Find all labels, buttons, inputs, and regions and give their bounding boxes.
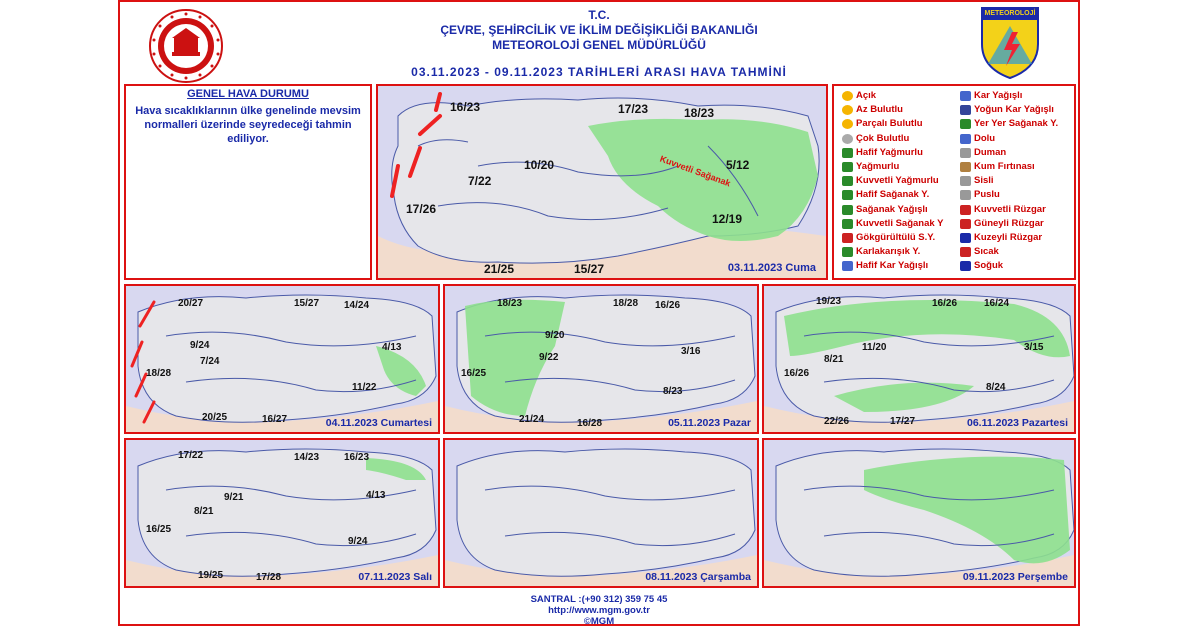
temp-label: 12/19 xyxy=(712,212,743,226)
weather-icon xyxy=(842,91,853,101)
legend-label: Kar Yağışlı xyxy=(974,90,1023,101)
legend-label: Kuvvetli Rüzgar xyxy=(974,203,1046,215)
turkey-map xyxy=(126,286,438,432)
weather-icon xyxy=(960,190,971,200)
temp-label: 21/25 xyxy=(484,262,515,276)
legend-label: Sağanak Yağışlı xyxy=(856,203,928,215)
day-map-6 xyxy=(762,438,1076,588)
legend-label: Kum Fırtınası xyxy=(974,161,1035,172)
bulletin-frame xyxy=(118,0,1080,626)
header xyxy=(120,8,1078,80)
temp-label: 16/25 xyxy=(146,524,172,535)
temp-label: 4/13 xyxy=(366,490,386,501)
legend-box xyxy=(832,84,1076,280)
legend-label: Açık xyxy=(856,90,877,101)
weather-icon xyxy=(842,105,853,115)
temp-label: 9/22 xyxy=(539,352,559,363)
weather-icon xyxy=(842,205,853,215)
temp-label: 20/25 xyxy=(202,412,228,423)
weather-icon xyxy=(960,148,971,158)
header-ministry: ÇEVRE, ŞEHİRCİLİK VE İKLİM DEĞİŞİKLİĞİ BAKANLIĞI xyxy=(440,23,758,37)
temp-label: 16/25 xyxy=(461,368,487,379)
day-label: 05.11.2023 Pazar xyxy=(668,417,751,429)
day-label: 07.11.2023 Salı xyxy=(358,571,432,583)
legend-label: Duman xyxy=(974,146,1007,158)
temp-label: 17/23 xyxy=(618,102,649,116)
header-period: 03.11.2023 - 09.11.2023 TARİHLERİ ARASI HAVA TAHMİNİ xyxy=(411,65,787,79)
map-annotation: Kuvvetli Sağanak xyxy=(658,153,732,189)
temp-label: 22/26 xyxy=(824,416,850,427)
legend-label: Soğuk xyxy=(974,260,1004,272)
temp-label: 8/21 xyxy=(824,354,844,365)
temp-label: 17/26 xyxy=(406,202,437,216)
footer xyxy=(120,594,1078,627)
weather-icon xyxy=(960,176,971,186)
legend-label: Parçalı Bulutlu xyxy=(856,118,923,130)
temp-label: 9/20 xyxy=(545,330,565,341)
legend-label: Kuzeyli Rüzgar xyxy=(974,232,1043,243)
turkey-map xyxy=(445,286,757,432)
footer-copyright: ©MGM xyxy=(583,616,615,627)
weather-icon xyxy=(842,134,853,144)
temp-label: 18/28 xyxy=(146,368,172,379)
temp-label: 15/27 xyxy=(574,262,605,276)
legend-label: Kuvvetli Yağmurlu xyxy=(856,175,939,187)
legend-label: Gökgürültülü S.Y. xyxy=(856,232,936,243)
temp-label: 18/23 xyxy=(497,298,523,309)
temp-label: 19/25 xyxy=(198,570,224,581)
weather-icon xyxy=(960,91,971,101)
temp-label: 16/26 xyxy=(784,368,810,379)
weather-icon xyxy=(960,219,971,229)
temp-label: 14/23 xyxy=(294,452,320,463)
header-directorate: METEOROLOJİ GENEL MÜDÜRLÜĞÜ xyxy=(492,38,706,52)
temp-label: 18/23 xyxy=(684,106,715,120)
weather-icon xyxy=(842,162,853,172)
temp-label: 9/24 xyxy=(348,536,368,547)
legend-label: Hafif Sağanak Y. xyxy=(856,189,930,201)
temp-label: 20/27 xyxy=(178,298,204,309)
temp-label: 15/27 xyxy=(294,298,320,309)
temp-label: 4/13 xyxy=(382,342,402,353)
day-map-3 xyxy=(762,284,1076,434)
weather-icon xyxy=(842,119,853,129)
weather-icon xyxy=(960,105,971,115)
day-label: 06.11.2023 Pazartesi xyxy=(966,417,1068,429)
temp-label: 18/28 xyxy=(613,298,639,309)
general-weather-title: GENEL HAVA DURUMU xyxy=(187,88,309,100)
weather-icon xyxy=(960,261,971,271)
temp-label: 16/23 xyxy=(450,100,481,114)
temp-label: 21/24 xyxy=(519,414,545,425)
temp-label: 5/12 xyxy=(726,158,750,172)
day-label: 04.11.2023 Cumartesi xyxy=(325,417,432,429)
temp-label: 9/24 xyxy=(190,340,210,351)
weather-icon xyxy=(842,176,853,186)
legend-label: Hafif Yağmurlu xyxy=(856,146,923,158)
weather-icon xyxy=(842,261,853,271)
legend-label: Yağmurlu xyxy=(856,161,900,172)
weather-icon xyxy=(842,247,853,257)
temp-label: 11/20 xyxy=(862,342,887,353)
weather-icon xyxy=(960,233,971,243)
temp-label: 7/24 xyxy=(200,356,220,367)
temp-label: 17/27 xyxy=(890,416,916,427)
temp-label: 11/22 xyxy=(352,382,377,393)
general-weather-box xyxy=(124,84,372,280)
temp-label: 8/23 xyxy=(663,386,683,397)
legend-label: Sıcak xyxy=(974,246,999,258)
legend-label: Hafif Kar Yağışlı xyxy=(856,260,929,272)
weather-icon xyxy=(960,134,971,144)
temp-label: 3/16 xyxy=(681,346,701,357)
weather-icon xyxy=(842,219,853,229)
legend-label: Sisli xyxy=(974,175,994,187)
legend-label: Puslu xyxy=(974,189,1000,201)
day-map-5 xyxy=(443,438,759,588)
footer-url[interactable]: http://www.mgm.gov.tr xyxy=(548,605,650,616)
legend-label: Yoğun Kar Yağışlı xyxy=(974,104,1054,116)
turkey-map xyxy=(764,286,1074,432)
turkey-map-main xyxy=(378,86,826,278)
legend-label: Yer Yer Sağanak Y. xyxy=(974,118,1059,130)
temp-label: 17/28 xyxy=(256,572,282,583)
temp-label: 16/28 xyxy=(577,418,603,429)
weather-icon xyxy=(960,119,971,129)
legend-label: Az Bulutlu xyxy=(856,104,903,116)
legend-label: Güneyli Rüzgar xyxy=(974,217,1044,229)
day-label: 03.11.2023 Cuma xyxy=(727,262,816,274)
temp-label: 16/26 xyxy=(655,300,681,311)
temp-label: 16/27 xyxy=(262,414,288,425)
turkey-map xyxy=(764,440,1074,586)
day-label: 09.11.2023 Perşembe xyxy=(962,571,1068,583)
temp-label: 3/15 xyxy=(1024,342,1044,353)
day-map-2 xyxy=(443,284,759,434)
temp-label: 8/21 xyxy=(194,506,214,517)
weather-icon xyxy=(842,233,853,243)
legend-label: Çok Bulutlu xyxy=(856,132,910,144)
temp-label: 16/24 xyxy=(984,298,1010,309)
footer-phone: SANTRAL :(+90 312) 359 75 45 xyxy=(530,594,668,605)
day-map-main xyxy=(376,84,828,280)
weather-icon xyxy=(842,190,853,200)
temp-label: 8/24 xyxy=(986,382,1006,393)
temp-label: 16/23 xyxy=(344,452,370,463)
turkey-map xyxy=(126,440,438,586)
day-label: 08.11.2023 Çarşamba xyxy=(645,571,751,583)
legend-label: Dolu xyxy=(974,132,996,144)
weather-icon xyxy=(960,247,971,257)
day-map-1 xyxy=(124,284,440,434)
weather-icon xyxy=(842,148,853,158)
logo-text: METEOROLOJİ xyxy=(984,10,1036,17)
temp-label: 14/24 xyxy=(344,300,370,311)
weather-icon xyxy=(960,162,971,172)
temp-label: 10/20 xyxy=(524,158,555,172)
temp-label: 19/23 xyxy=(816,296,842,307)
weather-icon xyxy=(960,205,971,215)
header-line-1: T.C. xyxy=(588,8,610,22)
temp-label: 17/22 xyxy=(178,450,204,461)
general-weather-text: Hava sıcaklıklarının ülke genelinde mevsim normalleri üzerinde seyredeceği tahmin ediliyor. xyxy=(135,105,361,145)
day-map-4 xyxy=(124,438,440,588)
turkey-map xyxy=(445,440,757,586)
temp-label: 7/22 xyxy=(468,174,492,188)
legend-label: Kuvvetli Sağanak Y xyxy=(856,217,944,229)
temp-label: 9/21 xyxy=(224,492,244,503)
legend-label: Karlakarışık Y. xyxy=(856,246,921,258)
temp-label: 16/26 xyxy=(932,298,958,309)
